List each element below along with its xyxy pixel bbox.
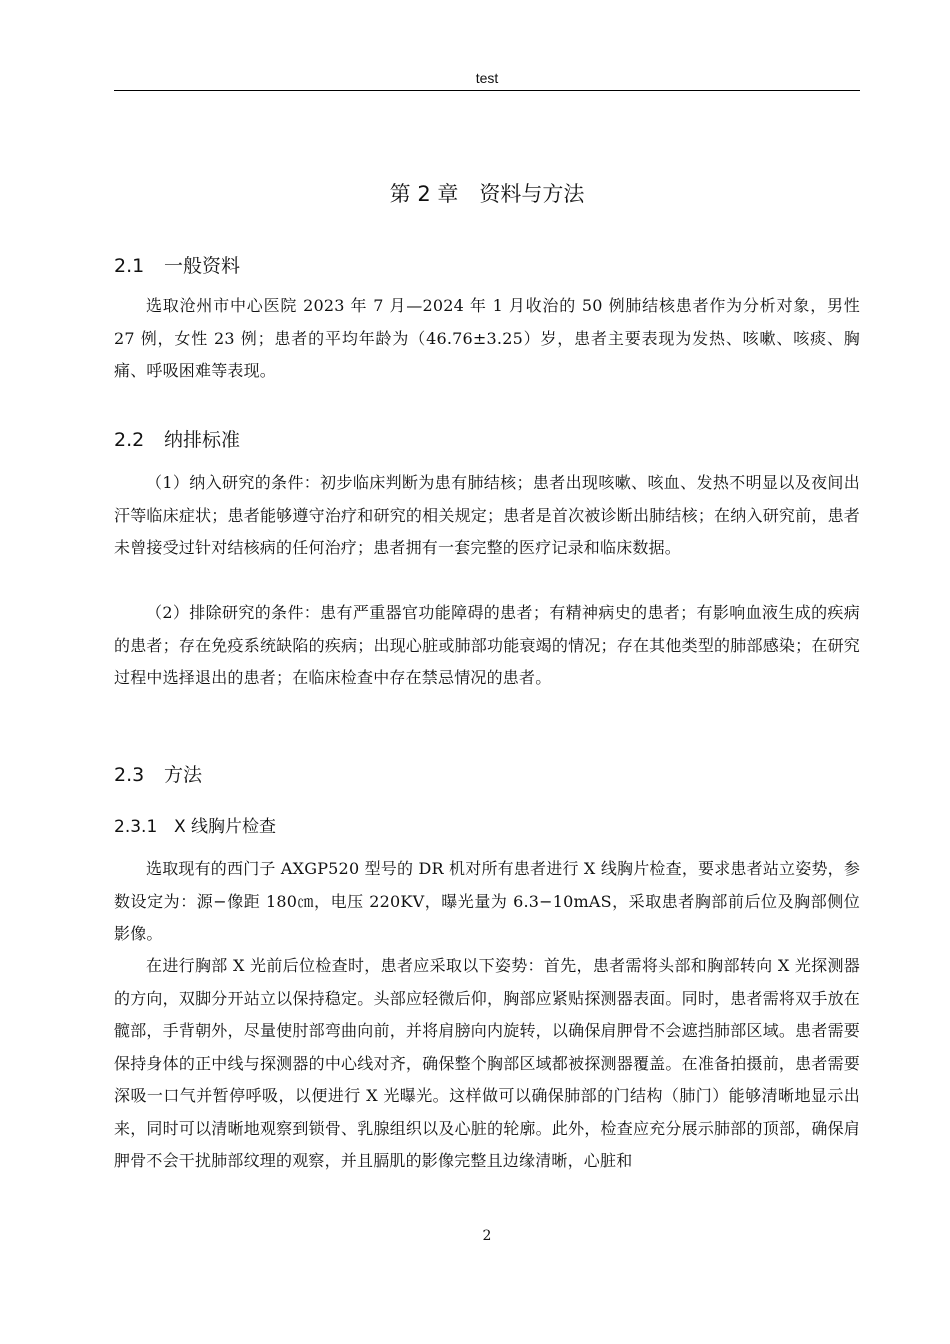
paragraph-xray-posture: 在进行胸部 X 光前后位检查时，患者应采取以下姿势：首先，患者需将头部和胸部转向 X 光探测器的方向，双脚分开站立以保持稳定。头部应轻微后仰，胸部应紧贴探测器表面。同时，患者需将双手放在髋部，手背朝外，尽量使肘部弯曲向前，并将肩膀向内旋转，以确保肩胛骨不会遮挡肺部区域。患者需要保持身体的正中线与探测器的中心线对齐，确保整个胸部区域都被探测器覆盖。在准备拍摄前，患者需要深吸一口气并暂停呼吸，以便进行 X 光曝光。这样做可以确保肺部的门结构（肺门）能够清晰地显示出来，同时可以清晰地观察到锁骨、乳腺组织以及心脏的轮廓。此外，检查应充分展示肺部的顶部，确保肩胛骨不会干扰肺部纹理的观察，并且膈肌的影像完整且边缘清晰，心脏和 xyxy=(114,956,860,1170)
section-heading-2-3 xyxy=(114,761,202,789)
section-number: 2.1 xyxy=(114,255,145,277)
page-header xyxy=(114,66,860,91)
paragraph-exclusion-criteria: （2）排除研究的条件：患有严重器官功能障碍的患者；有精神病史的患者；有影响血液生成的疾病的患者；存在免疫系统缺陷的疾病；出现心脏或肺部功能衰竭的情况；存在其他类型的肺部感染；在研究过程中选择退出的患者；在临床检查中存在禁忌情况的患者。 xyxy=(114,603,860,687)
section-number: 2.3 xyxy=(114,764,145,786)
subsection-title: X 线胸片检查 xyxy=(174,817,277,837)
page-number: 2 xyxy=(482,1228,492,1244)
section-title: 一般资料 xyxy=(164,255,241,277)
paragraph-xray-equipment: 选取现有的西门子 AXGP520 型号的 DR 机对所有患者进行 X 线胸片检查，要求患者站立姿势，参数设定为：源−像距 180㎝，电压 220KV，曝光量为 6.3−10mAS，采取患者胸部前后位及胸部侧位影像。 xyxy=(114,859,861,943)
section-heading-2-1 xyxy=(114,252,240,280)
section-title: 方法 xyxy=(164,764,203,786)
section-title: 纳排标准 xyxy=(164,429,241,451)
paragraph-general-info: 选取沧州市中心医院 2023 年 7 月—2024 年 1 月收治的 50 例肺结核患者作为分析对象，男性 27 例，女性 23 例；患者的平均年龄为（46.76±3.25）岁，患者主要表现为发热、咳嗽、咳痰、胸痛、呼吸困难等表现。 xyxy=(114,296,860,380)
subsection-heading-2-3-1 xyxy=(114,814,276,840)
paragraph-inclusion-criteria: （1）纳入研究的条件：初步临床判断为患有肺结核；患者出现咳嗽、咳血、发热不明显以及夜间出汗等临床症状；患者能够遵守治疗和研究的相关规定；患者是首次被诊断出肺结核；在纳入研究前，患者未曾接受过针对结核病的任何治疗；患者拥有一套完整的医疗记录和临床数据。 xyxy=(114,473,860,557)
header-text: test xyxy=(475,70,499,86)
section-number: 2.2 xyxy=(114,429,145,451)
chapter-title: 第 2 章 资料与方法 xyxy=(389,182,585,206)
section-heading-2-2 xyxy=(114,426,240,454)
subsection-number: 2.3.1 xyxy=(114,817,158,837)
